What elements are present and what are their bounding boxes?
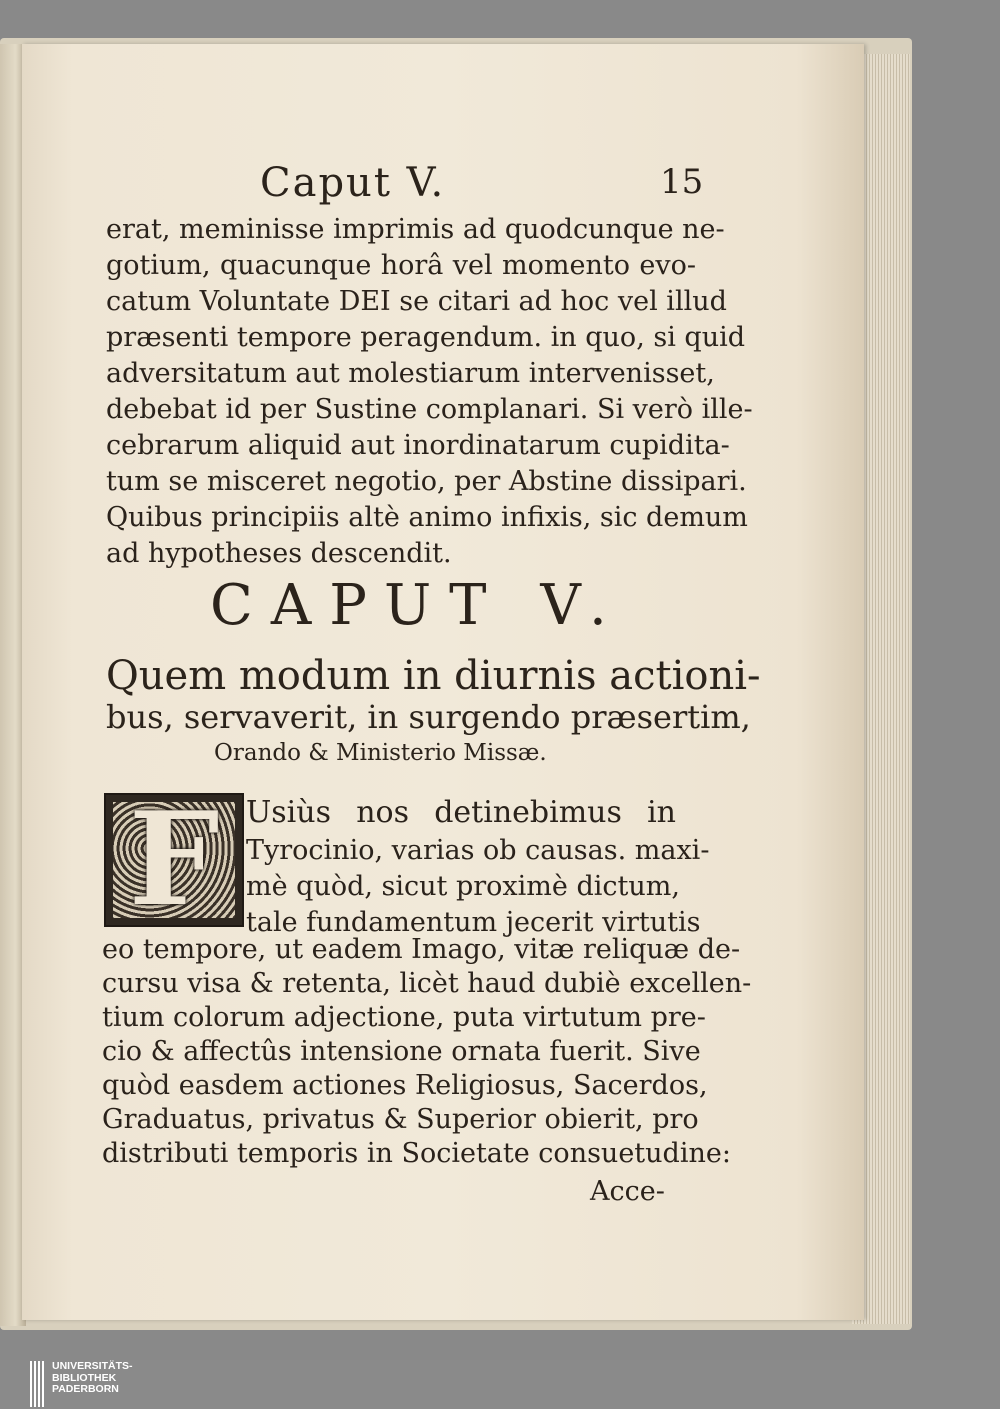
decorated-initial <box>104 785 244 935</box>
text-line: gotium, quacunque horâ vel momento evo- <box>106 250 696 281</box>
text-line: Quibus principiis altè animo infixis, sic demum <box>106 502 748 533</box>
text-line: debebat id per Sustine complanari. Si verò ille- <box>106 394 753 425</box>
text-line: mè quòd, sicut proximè dictum, <box>246 871 680 902</box>
logo-line: UNIVERSITÄTS- <box>52 1360 133 1372</box>
text-line: cio & affectûs intensione ornata fuerit. Sive <box>102 1036 701 1067</box>
text-line: adversitatum aut molestiarum intervenisset, <box>106 358 715 389</box>
footer-bar <box>0 1360 1000 1409</box>
catchword: Acce- <box>590 1176 665 1207</box>
text-line: Tyrocinio, varias ob causas. maxi- <box>246 835 710 866</box>
page-number: 15 <box>660 162 704 202</box>
logo-line: PADERBORN <box>52 1383 119 1395</box>
text-line: tale fundamentum jecerit virtutis <box>246 907 701 938</box>
text-line: cebrarum aliquid aut inordinatarum cupidita- <box>106 430 730 461</box>
text-line: tium colorum adjectione, puta virtutum pre- <box>102 1002 706 1033</box>
chapter-subtitle-line: Orando & Ministerio Missæ. <box>214 740 547 766</box>
text-line: Usiùs nos detinebimus in <box>246 795 676 830</box>
chapter-heading: CAPUT V. <box>210 573 625 638</box>
chapter-subtitle-line: Quem modum in diurnis actioni- <box>106 653 761 699</box>
text-line: distributi temporis in Societate consuetudine: <box>102 1138 731 1169</box>
text-line: Graduatus, privatus & Superior obierit, pro <box>102 1104 699 1135</box>
text-line: eo tempore, ut eadem Imago, vitæ reliquæ de- <box>102 934 741 965</box>
text-line: præsenti tempore peragendum. in quo, si quid <box>106 322 746 353</box>
running-head-title: Caput V. <box>260 160 446 206</box>
initial-letter: F <box>128 785 220 935</box>
chapter-subtitle-line: bus, servaverit, in surgendo præsertim, <box>106 698 751 736</box>
text-line: tum se misceret negotio, per Abstine dissipari. <box>106 466 747 497</box>
text-line: cursu visa & retenta, licèt haud dubiè excellen- <box>102 968 752 999</box>
text-line: ad hypotheses descendit. <box>106 538 452 569</box>
text-line: erat, meminisse imprimis ad quodcunque ne- <box>106 214 725 245</box>
running-head <box>260 160 704 206</box>
text-line: catum Voluntate DEI se citari ad hoc vel illud <box>106 286 727 317</box>
logo-line: BIBLIOTHEK <box>52 1371 117 1384</box>
library-logo-text <box>52 1361 133 1396</box>
text-line: quòd easdem actiones Religiosus, Sacerdos, <box>102 1070 708 1101</box>
library-logo-icon <box>30 1361 44 1407</box>
